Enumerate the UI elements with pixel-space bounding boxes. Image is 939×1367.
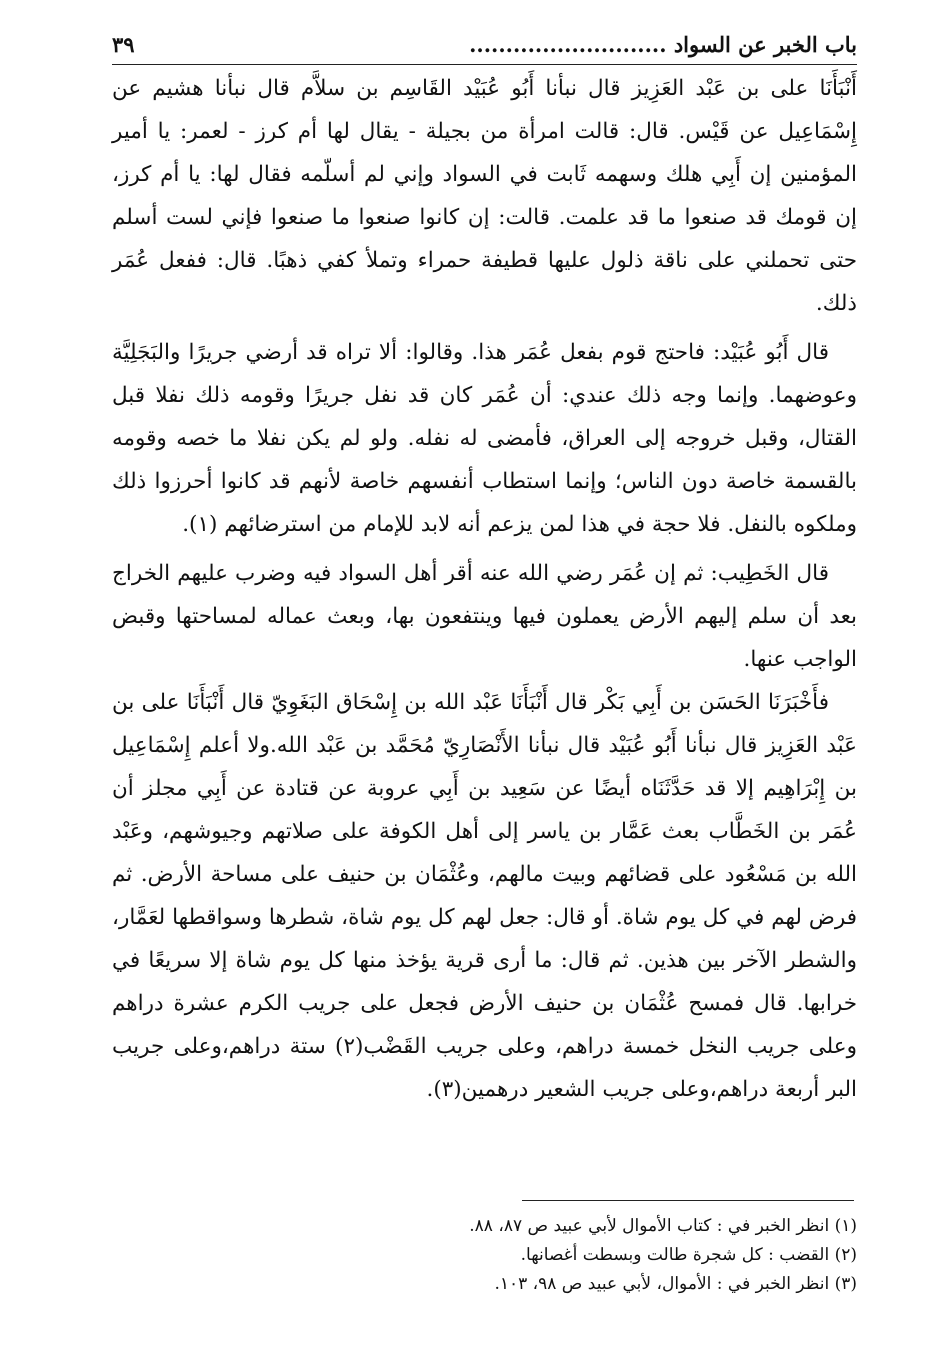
paragraph: أَنْبَأَنَا على بن عَبْد العَزِيز قال نبأنا أَبُو عُبَيْد القَاسِم بن سلاَّم قال نبأنا هشيم عن إِسْمَاعِيل عن قَيْس. قال: قالت امرأة من بجيلة - يقال لها أم كرز - لعمر: يا أمير المؤمنين إن أَبِي هلك وسهمه ثَابت في السواد وإني لم أسلّمه فقال لها: يا أم كرز، إن قومك قد صنعوا ما قد علمت. قالت: إن كانوا صنعوا ما صنعوا فإني لست أسلم حتى تحملني على ناقة ذلول عليها قطيفة حمراء وتملأ كفي ذهبًا. قال: ففعل عُمَر ذلك. — [112, 76, 857, 316]
paragraph: قال أَبُو عُبَيْد: فاحتج قوم بفعل عُمَر هذا. وقالوا: ألا تراه قد أرضي جريرًا والبَجَلِيَّة وعوضهما. وإنما وجه ذلك عندي: أن عُمَر كان قد نفل جريرًا وقومه ذلك نفلا قبل القتال، وقبل خروجه إلى العراق، فأمضى له نفله. ولو لم يكن نفلا ما خصه وقومه بالقسمة خاصة دون الناس؛ وإنما استطاب أنفسهم خاصة لأنهم قد كانوا أحرزوا ذلك وملكوه بالنفل. فلا حجة في هذا لمن يزعم أنه لابد للإمام من استرضائهم (١). — [112, 340, 857, 537]
footnote: (٣) انظر الخبر في : الأموال، لأبي عبيد ص ٩٨، ١٠٣. — [494, 1274, 857, 1294]
running-header — [112, 28, 857, 60]
main-text — [112, 67, 857, 1111]
header-divider — [112, 64, 857, 65]
footnote: (٢) القضب : كل شجرة طالت وبسطت أغصانها. — [520, 1245, 857, 1265]
footnote-divider — [522, 1200, 854, 1201]
paragraph: فأَخْبَرَنَا الحَسَن بن أَبِي بَكْر قال أَنْبَأَنَا عَبْد الله بن إِسْحَاق البَغَوِيّ قال أَنْبَأَنَا على بن عَبْد العَزِيز قال نبأنا أَبُو عُبَيْد قال نبأنا الأَنْصَارِيّ مُحَمَّد بن عَبْد الله.ولا أعلم إِسْمَاعِيل بن إِبْرَاهِيم إلا قد حَدَّثَنَاه أيضًا عن سَعِيد بن أَبِي عروبة عن قتادة عن أَبِي مجلز أن عُمَر بن الخَطَّاب بعث عَمَّار بن ياسر إلى أهل الكوفة على صلاتهم وجيوشهم، وعَبْد الله بن مَسْعُود على قضائهم وبيت مالهم، وعُثْمَان بن حنيف على مساحة الأرض. ثم فرض لهم في كل يوم شاة. أو قال: جعل لهم كل يوم شاة، شطرها وسواقطها لعَمَّار، والشطر الآخر بين هذين. ثم قال: ما أرى قرية يؤخذ منها كل يوم شاة إلا سريعًا في خرابها. قال فمسح عُثْمَان بن حنيف الأرض فجعل على جريب الكرم عشرة دراهم وعلى جريب النخل خمسة دراهم، وعلى جريب القَضْب(٢) ستة دراهم،وعلى جريب البر أربعة دراهم،وعلى جريب الشعير درهمين(٣). — [112, 690, 857, 1102]
footnote: (١) انظر الخبر في : كتاب الأموال لأبي عبيد ص ٨٧، ٨٨. — [469, 1216, 857, 1236]
footnotes — [112, 1212, 857, 1299]
page-number: ٣٩ — [112, 31, 135, 57]
chapter-title: باب الخبر عن السواد ........................... — [469, 31, 857, 57]
paragraph: قال الخَطِيب: ثم إن عُمَر رضي الله عنه أقر أهل السواد فيه وضرب عليهم الخراج بعد أن سلم إليهم الأرض يعملون فيها وينتفعون بها، وبعث عماله لمساحتها وقبض الواجب عنها. — [112, 561, 857, 672]
